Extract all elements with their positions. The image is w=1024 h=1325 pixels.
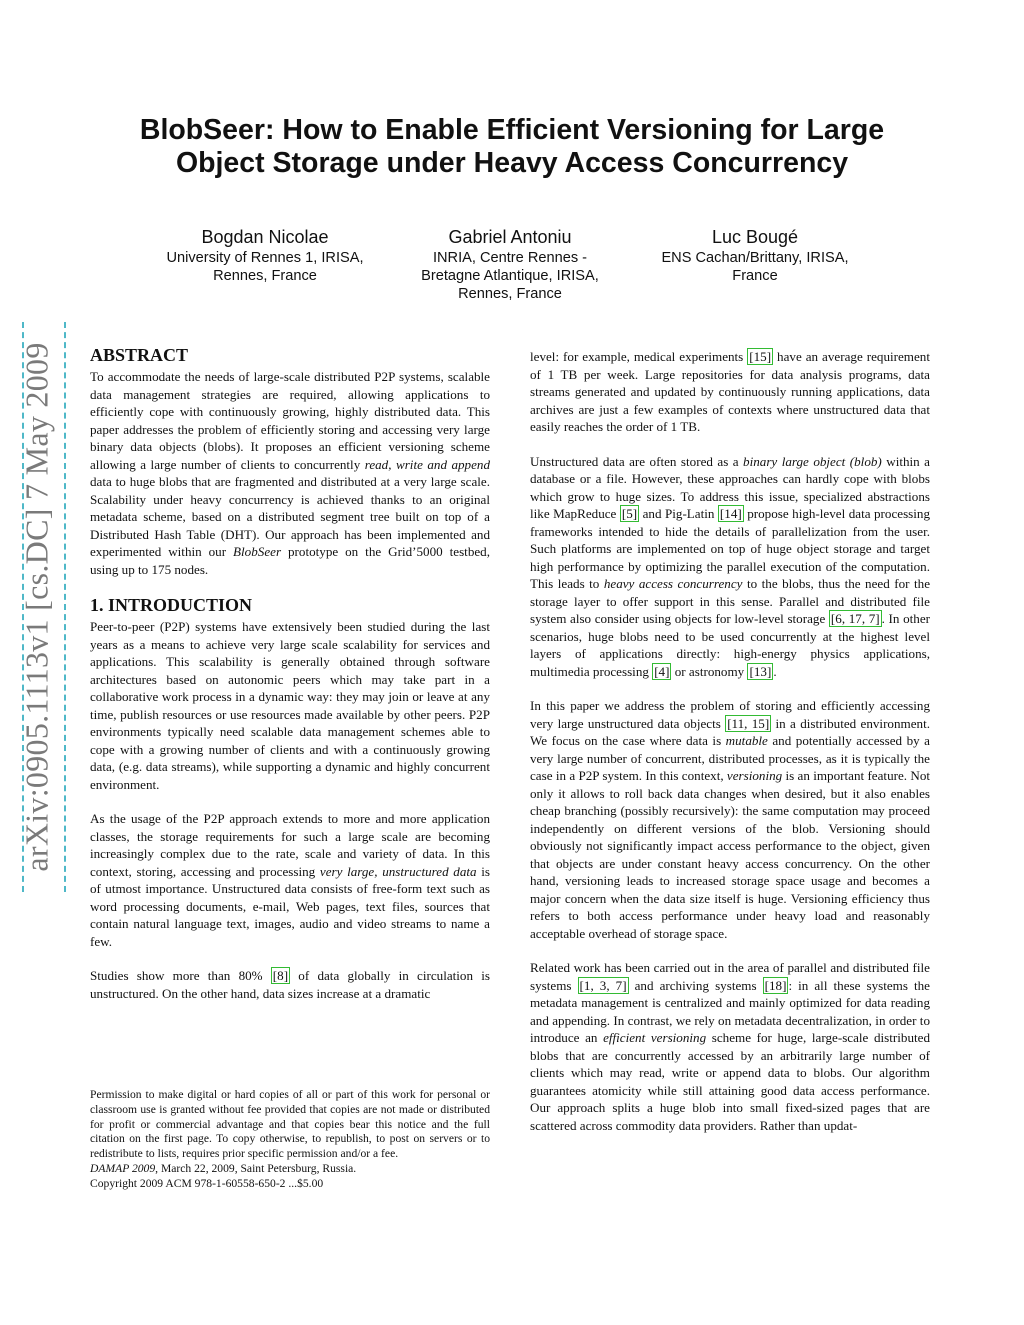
author-block-2 <box>395 226 625 303</box>
text-emphasis: versioning <box>726 768 783 783</box>
introduction-heading: 1. INTRODUCTION <box>90 595 253 615</box>
text-run: To accommodate the needs of large-scale distributed P2P systems, scalable data management strategies are required, allowing applications to efficiently cope with continuously growing, highly distributed data. This paper addresses the problem of efficiently storing and accessing very large binary data objects (blobs). It proposes an efficient versioning scheme allowing a large number of clients to concurrently <box>90 369 490 472</box>
text-run: of data globally in circulation is unstructured. On the other hand, data sizes increase at a dramatic <box>90 968 490 1001</box>
text-run: Unstructured data are often stored as a <box>530 453 744 469</box>
author-affiliation: Rennes, France <box>213 268 317 284</box>
arxiv-stamp <box>10 322 66 892</box>
citation-link[interactable]: [18] <box>764 977 787 993</box>
text-run: Related work has been carried out in the area of parallel and distributed file systems <box>530 960 930 993</box>
text-run: propose high-level data processing frameworks intended to hide the details of parallelization from the user. Such platforms are implemented on top of huge object storage and target high performance by optimizing the parallel execution of the computation. This leads to <box>530 506 930 591</box>
text-run: have an average requirement of 1 TB per week. Large repositories for data analysis programs, data streams generated and updated by continuously running applications, data archives are just a few examples of contexts where unstructured data that easily reaches the order of 1 TB. <box>530 349 930 434</box>
arxiv-identifier[interactable]: arXiv:0905.1113v1 [cs.DC] 7 May 2009 <box>18 342 55 872</box>
citation-link[interactable]: [13] <box>749 663 772 679</box>
text-run: scheme for huge, large-scale distributed blobs that are concurrently accessed by an arbitrarily large number of clients which may read, write or append data to blobs. Our algorithm guarantees atomicity while still attaining good data access performance. Our approach splits a huge blob into small fixed-sized pages that are scattered across commodity data providers. Rather than updat- <box>530 1030 930 1133</box>
title-line-1: BlobSeer: How to Enable Efficient Versioning for Large <box>139 114 885 146</box>
text-run: . In other scenarios, huge blobs need to be used concurrently at the highest level layers of applications directly: high-energy physics applications, multimedia processing <box>530 611 930 679</box>
text-run: In this paper we address the problem of storing and efficiently accessing very large unstructured data objects <box>530 698 930 731</box>
author-affiliation: University of Rennes 1, IRISA, <box>166 250 364 266</box>
text-run: is of utmost importance. Unstructured data consists of free-form text such as word processing documents, e-mail, Web pages, text files, sources that contain natural language text, images, audio and video streams to name a few. <box>90 863 490 949</box>
text-run: Studies show more than 80% <box>90 968 271 983</box>
citation-link[interactable]: [6, 17, 7] <box>830 611 880 626</box>
text-run: . <box>773 663 777 679</box>
text-run: and potentially accessed by a very large number of concurrent, distributed processes, as it is typically the case in a P2P system. In this context, <box>530 733 930 783</box>
permission-footnote <box>90 1088 490 1192</box>
abstract-text <box>90 368 490 578</box>
text-run: is an important feature. Not only it allows to roll back data changes when desired, but it also enables cheap branching (possibly recursively): the same computation may proceed independently on different versions of the blob. Versioning should obviously not significantly impact access performance to the object, given that objects are under constant heavy access concurrency. On the other hand, versioning leads to increased storage space usage and becomes a major concern when the data size itself is huge. Versioning efficiency thus refers to both access performance under heavy load and reasonably acceptable overhead of storage space. <box>530 768 931 941</box>
intro-paragraph-3 <box>90 967 490 1002</box>
text-run: in a distributed environment. We focus on the case where data is <box>530 715 930 748</box>
author-block-3 <box>635 226 875 285</box>
text-run: or astronomy <box>671 663 748 679</box>
text-run: within a database or a file. However, these approaches can hardly cope with blobs which grow to huge sizes. To address this issue, specialized abstractions like MapReduce <box>530 453 930 521</box>
venue-name: DAMAP 2009 <box>90 1161 156 1175</box>
citation-link[interactable]: [15] <box>749 349 772 364</box>
permission-text: Permission to make digital or hard copies of all or part of this work for personal or classroom use is granted without fee provided that copies are not made or distributed for profit or commercial advantage and that copies bear this notice and the full citation on the first page. To copy otherwise, to republish, to post on servers or to redistribute to lists, requires prior specific permission and/or a fee. <box>90 1088 490 1161</box>
text-run: level: for example, medical experiments <box>530 349 748 364</box>
author-affiliation: INRIA, Centre Rennes - <box>432 250 588 266</box>
venue-details: , March 22, 2009, Saint Petersburg, Russia. <box>155 1161 357 1175</box>
author-affiliation: Bretagne Atlantique, IRISA, <box>421 268 599 284</box>
right-paragraph-4 <box>530 959 930 1134</box>
author-affiliation: Rennes, France <box>458 286 562 302</box>
text-run: prototype on the Grid’5000 testbed, using up to 175 nodes. <box>90 544 490 577</box>
text-run: and Pig-Latin <box>639 506 718 521</box>
citation-link[interactable]: [5] <box>621 506 638 521</box>
author-affiliation: ENS Cachan/Brittany, IRISA, <box>661 250 849 266</box>
left-column <box>90 344 490 1019</box>
author-affiliation: France <box>732 268 778 284</box>
text-emphasis: efficient versioning <box>603 1030 707 1045</box>
right-paragraph-1 <box>530 348 930 436</box>
text-run: As the usage of the P2P approach extends to more and more application classes, the storage requirements for such a large scale are becoming increasingly complex due to the rate, scale and variety of data. In this context, storing, accessing and processing <box>90 811 490 879</box>
intro-paragraph-2 <box>90 810 490 950</box>
right-paragraph-2 <box>530 453 930 681</box>
author-block-1 <box>140 226 390 285</box>
right-paragraph-3 <box>530 697 930 942</box>
title-line-2: Object Storage under Heavy Access Concurrency <box>175 147 849 179</box>
text-emphasis: binary large object (blob) <box>743 453 882 469</box>
citation-link[interactable]: [11, 15] <box>727 715 770 731</box>
text-emphasis: BlobSeer <box>233 544 282 559</box>
text-run: and archiving systems <box>628 977 763 993</box>
author-name: Luc Bougé <box>711 227 799 247</box>
citation-link[interactable]: [8] <box>272 968 289 983</box>
author-name: Gabriel Antoniu <box>448 227 572 247</box>
right-column <box>530 348 930 1151</box>
author-name: Bogdan Nicolae <box>201 227 329 247</box>
text-emphasis: very large, unstructured data <box>319 863 477 879</box>
text-emphasis: read, write and append <box>364 456 491 472</box>
citation-link[interactable]: [4] <box>654 663 670 679</box>
intro-paragraph-1: Peer-to-peer (P2P) systems have extensively been studied during the last years as a means to achieve very large scale scalability for services and applications. This scalability is generally obtained through software architectures based on autonomic peers which may take part in a collaborative work process in a dynamic way: they may join or leave at any time, publish resources or use resources made available by other peers. P2P environments typically need scalable data management schemes able to cope with a growing number of clients and with a continuously growing data, (e.g. data streams), while supporting a dynamic and highly concurrent environment. <box>90 619 490 792</box>
text-run: : in all these systems the metadata management is centralized and mainly optimized for data reading and appending. In contrast, we rely on metadata decentralization, in order to introduce an <box>530 977 930 1045</box>
copyright-line: Copyright 2009 ACM 978-1-60558-650-2 ...$5.00 <box>90 1176 324 1190</box>
text-emphasis: heavy access concurrency <box>603 576 743 591</box>
text-emphasis: mutable <box>725 733 768 748</box>
citation-link[interactable]: [14] <box>719 506 742 521</box>
citation-link[interactable]: [1, 3, 7] <box>579 977 627 993</box>
venue-line <box>90 1162 490 1177</box>
text-run: data to huge blobs that are fragmented and distributed at a very large scale. Scalability under heavy concurrency is achieved thanks to an original metadata scheme, based on a distributed segment tree built on top of a Distributed Hash Table (DHT). Our approach has been implemented and experimented within our <box>90 474 490 559</box>
paper-title <box>80 114 944 180</box>
text-run: to the blobs, thus the need for the storage layer to offer support in this sense. Parallel and distributed file system also consider using objects for low-level storage <box>530 576 931 626</box>
abstract-heading: ABSTRACT <box>90 345 189 365</box>
